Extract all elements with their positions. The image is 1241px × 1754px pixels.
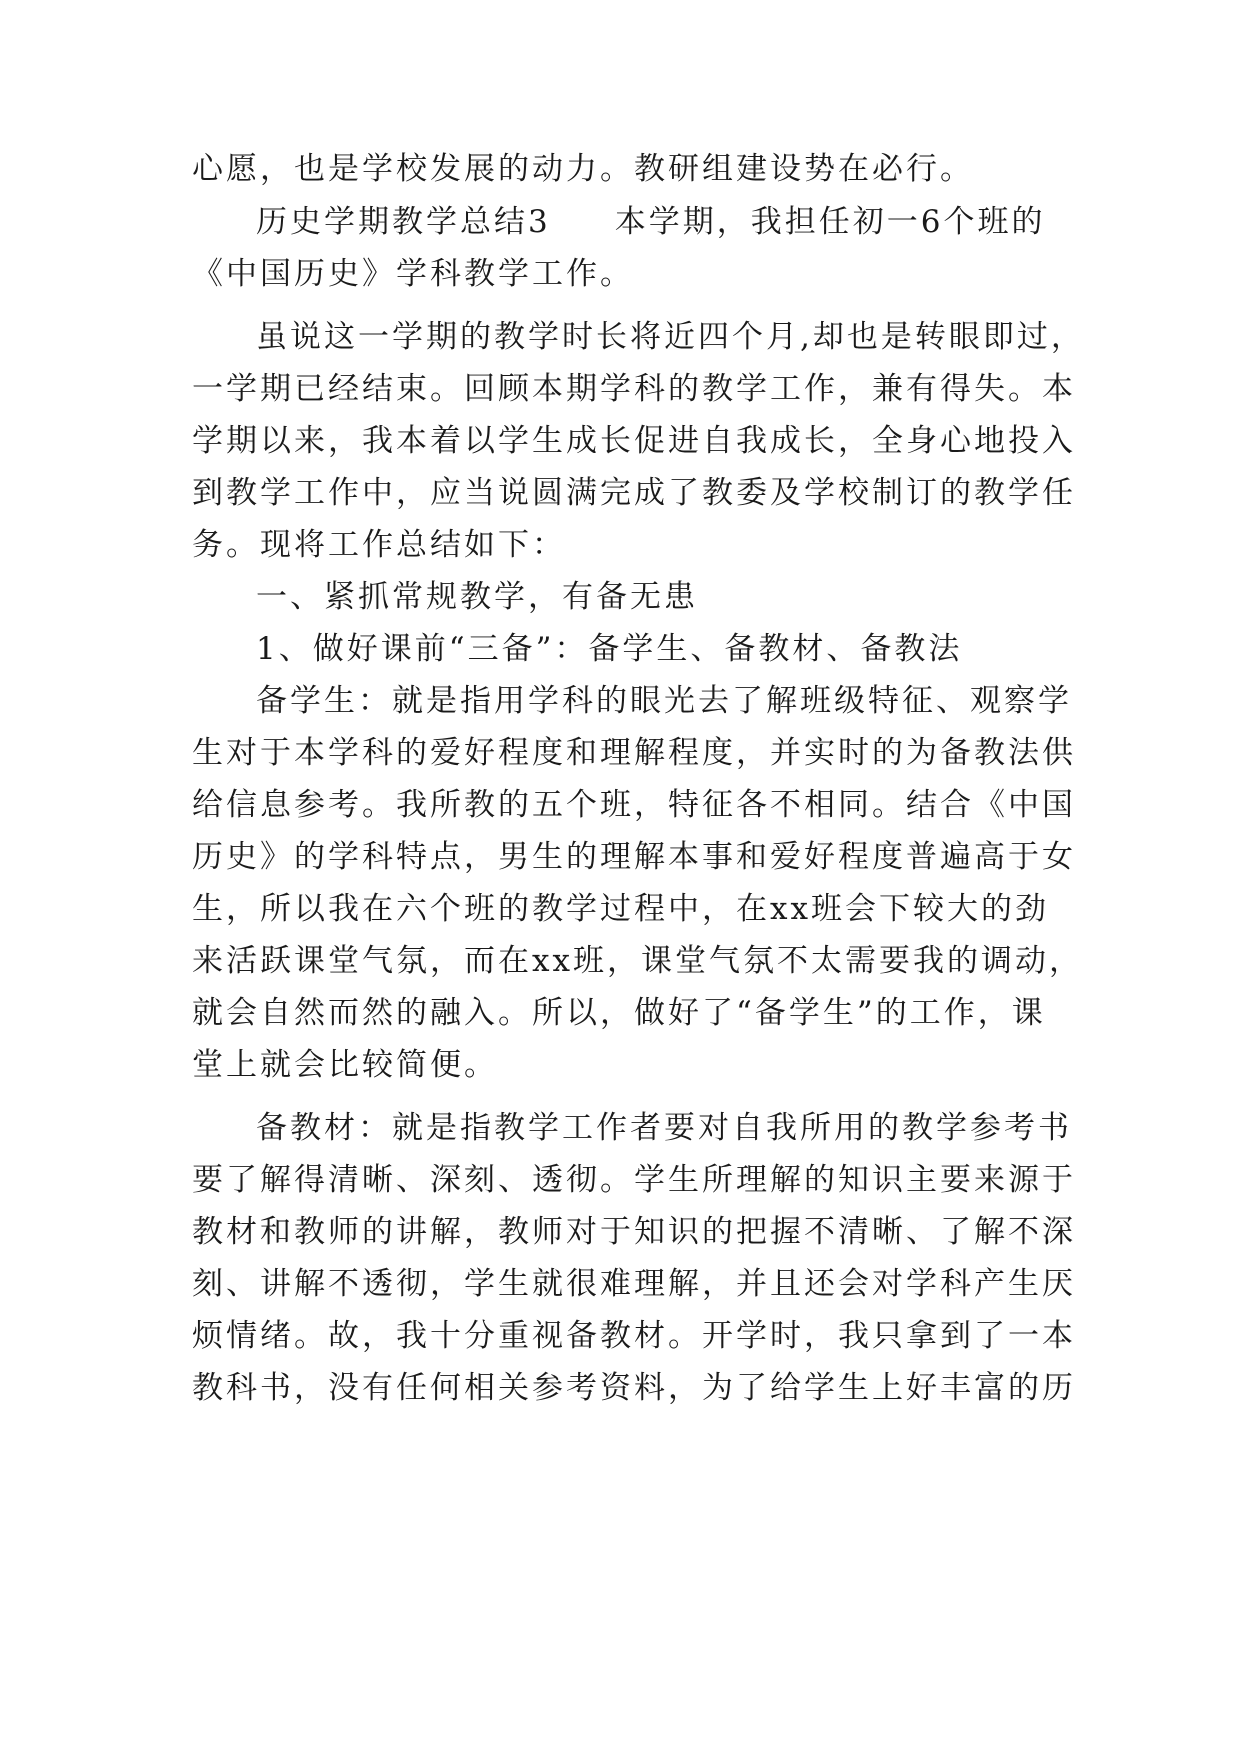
text-line: 一学期已经结束。回顾本期学科的教学工作，兼有得失。本 (192, 371, 1076, 407)
text-line: 教材和教师的讲解，教师对于知识的把握不清晰、了解不深 (192, 1214, 1076, 1250)
text-line: 刻、讲解不透彻，学生就很难理解，并且还会对学科产生厌 (192, 1266, 1076, 1302)
text-line: 生对于本学科的爱好程度和理解程度，并实时的为备教法供 (192, 735, 1076, 771)
text-line: 给信息参考。我所教的五个班，特征各不相同。结合《中国 (192, 787, 1076, 823)
text-line: 要了解得清晰、深刻、透彻。学生所理解的知识主要来源于 (192, 1162, 1076, 1198)
text-line: 就会自然而然的融入。所以，做好了“备学生”的工作，课 (192, 995, 1046, 1031)
text-line: 烦情绪。故，我十分重视备教材。开学时，我只拿到了一本 (192, 1318, 1076, 1354)
text-line: 历史》的学科特点，男生的理解本事和爱好程度普遍高于女 (192, 839, 1076, 875)
text-line-fragment: 本学期，我担任初一6个班的 (614, 204, 1046, 240)
text-line: 到教学工作中，应当说圆满完成了教委及学校制订的教学任 (192, 475, 1076, 511)
text-line: 备学生：就是指用学科的眼光去了解班级特征、观察学 (256, 683, 1072, 719)
text-line: 备教材：就是指教学工作者要对自我所用的教学参考书 (256, 1110, 1072, 1146)
text-line: 虽说这一学期的教学时长将近四个月,却也是转眼即过， (256, 319, 1085, 355)
subheading: 1、做好课前“三备”：备学生、备教材、备教法 (256, 631, 963, 667)
text-line: 教科书，没有任何相关参考资料，为了给学生上好丰富的历 (192, 1370, 1076, 1406)
text-line: 心愿，也是学校发展的动力。教研组建设势在必行。 (192, 151, 974, 187)
text-line: 来活跃课堂气氛，而在xx班，课堂气氛不太需要我的调动， (192, 943, 1083, 979)
text-line: 堂上就会比较简便。 (192, 1047, 498, 1083)
subheading: 一、紧抓常规教学，有备无患 (256, 579, 698, 615)
text-line: 生，所以我在六个班的教学过程中，在xx班会下较大的劲 (192, 891, 1049, 927)
section-heading: 历史学期教学总结3 (256, 204, 551, 240)
text-line: 《中国历史》学科教学工作。 (192, 256, 634, 292)
text-line: 务。现将工作总结如下： (192, 527, 566, 563)
text-line (256, 202, 1045, 242)
text-line: 学期以来，我本着以学生成长促进自我成长，全身心地投入 (192, 423, 1076, 459)
